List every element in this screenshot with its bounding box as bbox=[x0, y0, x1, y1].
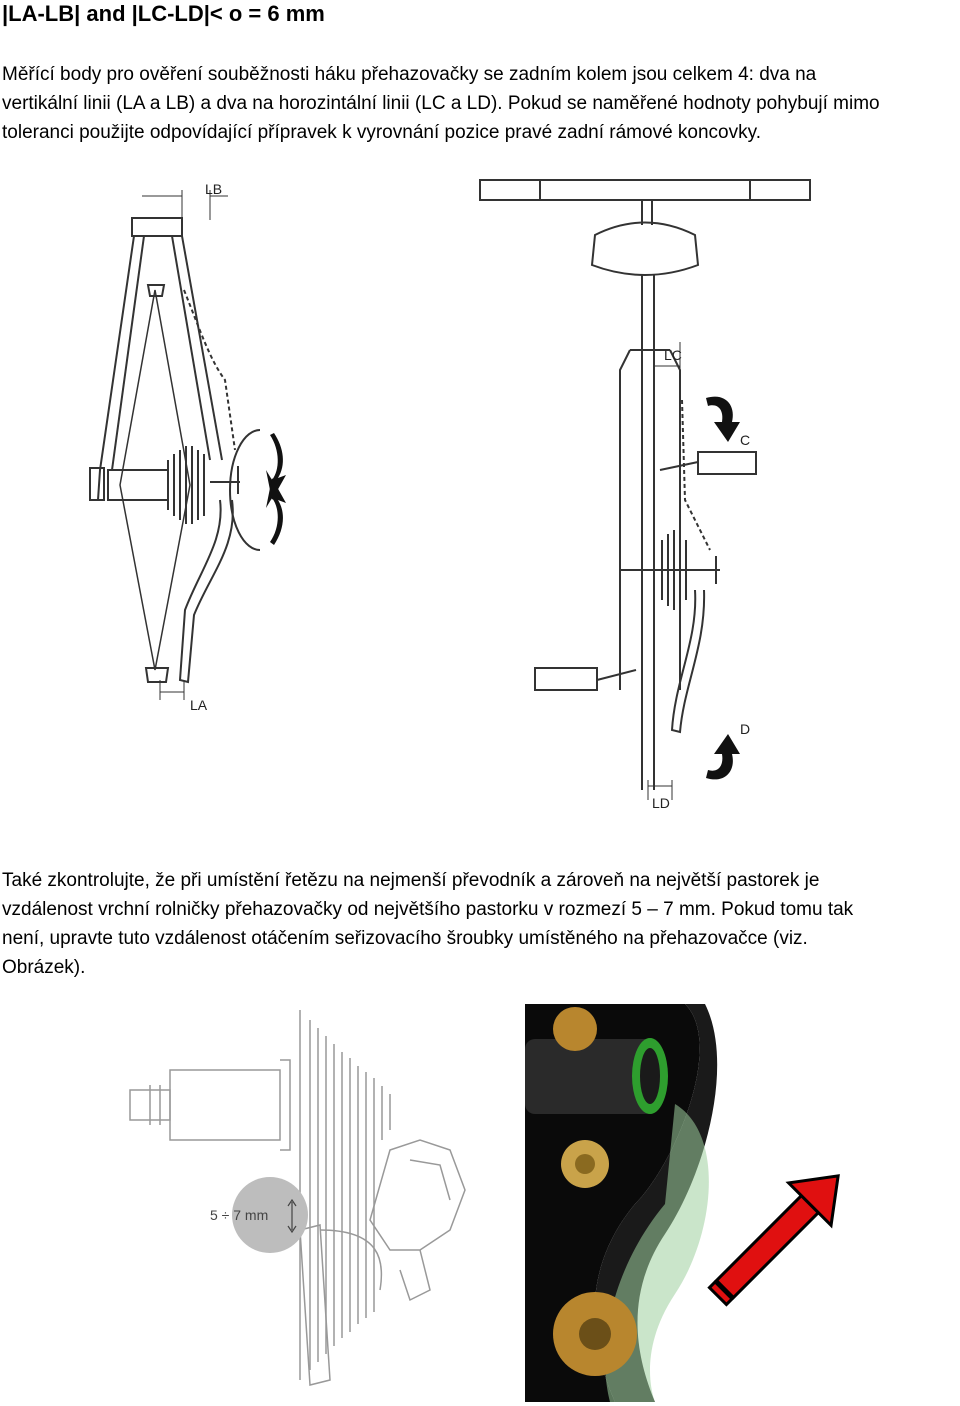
frame-top-cap bbox=[132, 218, 182, 236]
derailleur-hanger bbox=[672, 590, 704, 732]
instructions-paragraph bbox=[2, 866, 958, 982]
frame-stay bbox=[620, 350, 630, 690]
render-gold-cog bbox=[553, 1007, 597, 1051]
page-heading: |LA-LB| and |LC-LD|< o = 6 mm bbox=[2, 1, 325, 26]
alignment-tool-knob bbox=[592, 223, 698, 276]
gap-label: 5 ÷ 7 mm bbox=[210, 1207, 269, 1223]
derailleur-body bbox=[370, 1140, 465, 1250]
alignment-figure-right bbox=[470, 170, 820, 820]
alignment-tool-handle bbox=[480, 180, 810, 200]
instructions-line: Také zkontrolujte, že při umístění řetězu na nejmenší převodník a zároveň na největší pastorek je bbox=[2, 870, 820, 891]
arrow-c-icon bbox=[706, 397, 740, 442]
derailleur-gap-figure bbox=[120, 1000, 500, 1400]
label-ld: LD bbox=[652, 795, 670, 811]
cassette-cogs bbox=[300, 1010, 374, 1380]
cassette bbox=[168, 446, 204, 524]
instructions-line: není, upravte tuto vzdálenost otáčením seřizovacího šroubky umístěného na přehazovačce (viz. bbox=[2, 928, 808, 949]
label-lc: LC bbox=[664, 347, 682, 363]
alignment-figure-left bbox=[60, 170, 310, 730]
label-lb: LB bbox=[205, 181, 223, 197]
intro-line: Měřící body pro ověření souběžnosti háku přehazovačky se zadním kolem jsou celkem 4: dva na bbox=[2, 64, 817, 85]
label-c: C bbox=[740, 432, 751, 448]
derailleur-adjust-render bbox=[525, 1004, 940, 1402]
rotate-arrow-icon bbox=[266, 478, 286, 545]
frame-left-stay bbox=[98, 236, 134, 500]
arrow-d-icon bbox=[706, 734, 740, 779]
label-la: LA bbox=[190, 697, 208, 713]
frame-right-stay bbox=[172, 236, 210, 460]
instructions-line: Obrázek). bbox=[2, 957, 86, 978]
intro-paragraph bbox=[2, 60, 958, 147]
intro-line: toleranci použijte odpovídající přípravek k vyrovnání pozice pravé zadní rámové koncovky. bbox=[2, 122, 761, 143]
crank-pedal-bottom bbox=[535, 668, 597, 690]
hub bbox=[108, 470, 168, 500]
intro-line: vertikální linii (LA a LB) a dva na horozintální linii (LC a LD). Pokud se naměřené hodnoty pohybují mimo bbox=[2, 93, 880, 114]
instructions-line: vzdálenost vrchní rolničky přehazovačky od největšího pastorku v rozmezí 5 – 7 mm. Pokud tomu tak bbox=[2, 899, 854, 920]
derailleur-hanger bbox=[180, 500, 233, 682]
label-d: D bbox=[740, 721, 751, 737]
alignment-tool-shaft bbox=[642, 275, 654, 790]
crank-pedal-top bbox=[698, 452, 756, 474]
hub-body bbox=[170, 1070, 280, 1140]
